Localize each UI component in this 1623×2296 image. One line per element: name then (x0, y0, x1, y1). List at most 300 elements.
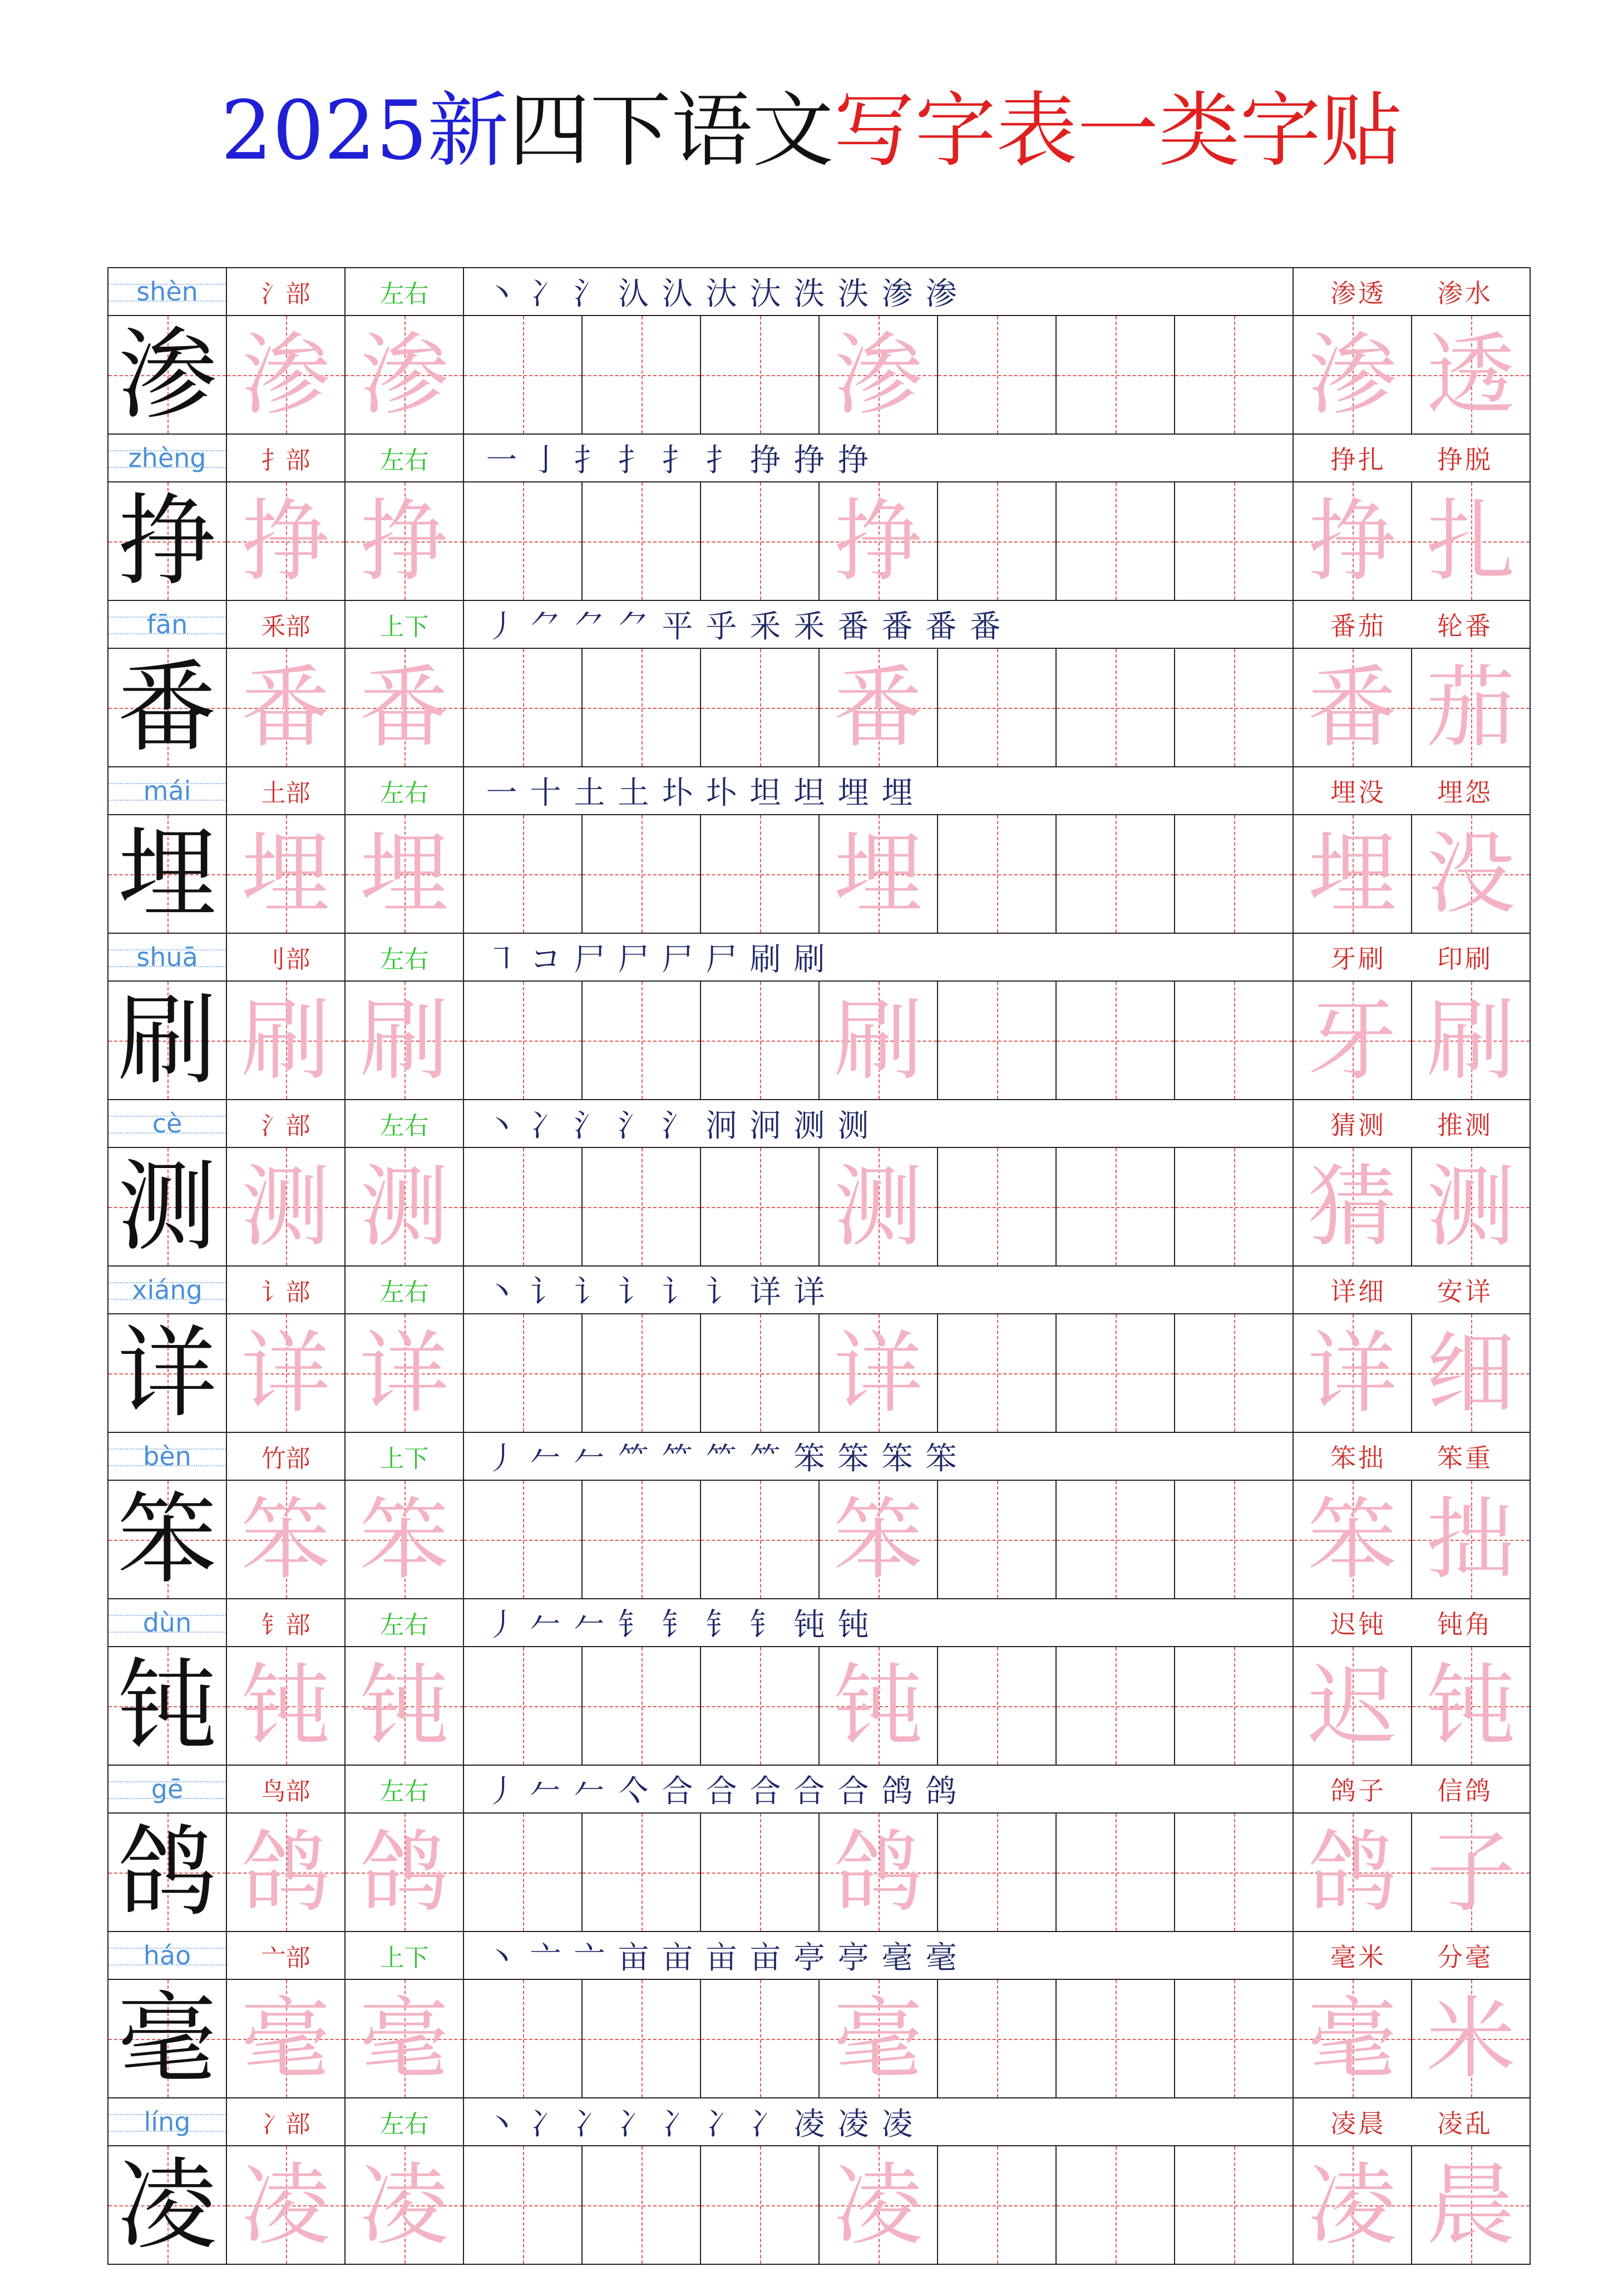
writing-cell (1175, 1314, 1294, 1432)
stroke-step: ⺮ (706, 1441, 737, 1477)
trace-word-char: 渗 (1308, 322, 1397, 427)
row-writing (108, 982, 1531, 1100)
radical-cell (227, 2098, 346, 2145)
writing-cell (227, 1647, 346, 1765)
writing-cell (464, 1980, 583, 2097)
stroke-order-cell (464, 1599, 1294, 1646)
writing-cell (464, 982, 583, 1099)
word-2: 推测 (1437, 1110, 1493, 1140)
word-2: 信鸽 (1437, 1776, 1493, 1806)
writing-cell (938, 1148, 1057, 1265)
words-cell (1294, 601, 1531, 648)
radical-text: 刂部 (261, 945, 310, 974)
writing-cell (1057, 1314, 1175, 1432)
writing-cell (938, 1647, 1057, 1765)
writing-cell (1294, 1481, 1412, 1598)
radical-text: 竹部 (261, 1445, 310, 1473)
pinyin-text: mái (143, 776, 191, 806)
writing-cell (583, 815, 701, 933)
trace-char: 鸽 (359, 1820, 449, 1924)
writing-cell (1175, 649, 1294, 766)
structure-cell (346, 767, 464, 814)
writing-cell (1294, 649, 1412, 766)
title-part-black: 四下语文 (509, 83, 834, 178)
words-cell (1294, 1932, 1531, 1979)
writing-cell (701, 815, 820, 933)
row-writing (108, 815, 1531, 934)
stroke-order-cell (464, 435, 1294, 481)
model-char: 挣 (117, 483, 217, 599)
trace-char: 刷 (359, 988, 449, 1092)
words-cell (1294, 1267, 1531, 1313)
row-header (108, 1100, 1531, 1148)
pinyin-cell (108, 1932, 227, 1979)
stroke-step: 讠 (574, 1274, 605, 1310)
stroke-step: 氵 (662, 1108, 693, 1144)
stroke-step: 合 (662, 1773, 693, 1810)
stroke-step: ⺮ (662, 1441, 693, 1477)
writing-cell (1175, 1481, 1294, 1598)
stroke-step: 亩 (706, 1940, 737, 1976)
writing-cell (820, 316, 938, 433)
stroke-step: 详 (749, 1274, 781, 1310)
trace-word-char: 钝 (1426, 1653, 1516, 1758)
writing-cell (1057, 1814, 1175, 1931)
stroke-step: 埋 (881, 775, 913, 811)
writing-cell (227, 815, 346, 933)
trace-char: 详 (833, 1321, 923, 1425)
pinyin-cell (108, 767, 227, 814)
writing-cell (1057, 1481, 1175, 1598)
pinyin-text: shèn (136, 277, 198, 307)
writing-cell (1057, 2146, 1175, 2264)
row-writing (108, 1481, 1531, 1599)
trace-word-char: 鸽 (1308, 1820, 1397, 1924)
writing-cell (1294, 815, 1412, 933)
word-2: 印刷 (1437, 944, 1493, 974)
words-cell (1294, 934, 1531, 981)
model-char: 钝 (117, 1648, 217, 1763)
structure-text: 左右 (379, 446, 429, 475)
writing-cell (820, 1647, 938, 1765)
writing-cell (1057, 649, 1175, 766)
writing-cell (1294, 482, 1412, 600)
stroke-step: 凌 (881, 2106, 913, 2142)
model-char-cell (108, 1647, 227, 1765)
stroke-step: 泂 (706, 1108, 737, 1144)
trace-char: 钝 (833, 1653, 923, 1758)
stroke-step: 钅 (618, 1607, 649, 1643)
row-writing (108, 1148, 1531, 1267)
stroke-step: 亩 (618, 1940, 649, 1976)
stroke-step: 冫 (706, 2106, 737, 2142)
stroke-step: 丶 (486, 2106, 517, 2142)
model-char-cell (108, 316, 227, 433)
writing-cell (227, 2146, 346, 2264)
trace-word-char: 晨 (1426, 2152, 1516, 2257)
stroke-step: 尸 (574, 942, 605, 978)
radical-cell (227, 601, 346, 648)
writing-cell (227, 982, 346, 1099)
writing-cell (227, 1314, 346, 1432)
stroke-step: 十 (530, 775, 561, 811)
trace-word-char: 迟 (1308, 1653, 1397, 1758)
stroke-step: 挣 (837, 442, 869, 479)
trace-word-char: 没 (1426, 821, 1516, 926)
pinyin-cell (108, 934, 227, 981)
writing-cell (346, 1814, 464, 1931)
writing-cell (938, 316, 1057, 433)
model-char: 详 (117, 1315, 217, 1431)
writing-cell (938, 1814, 1057, 1931)
row-writing (108, 482, 1531, 601)
structure-text: 左右 (379, 1112, 429, 1140)
writing-cell (938, 982, 1057, 1099)
trace-char: 渗 (833, 322, 923, 427)
stroke-step: 坦 (749, 775, 781, 811)
writing-cell (701, 1814, 820, 1931)
trace-word-char: 茄 (1426, 655, 1516, 760)
stroke-step: 冫 (662, 2106, 693, 2142)
writing-cell (820, 2146, 938, 2264)
word-1: 牙刷 (1330, 944, 1386, 974)
word-2: 渗水 (1437, 278, 1493, 308)
trace-char: 埋 (359, 821, 449, 926)
stroke-step: 丶 (486, 276, 517, 312)
writing-cell (820, 982, 938, 1099)
word-2: 凌乱 (1437, 2108, 1493, 2139)
writing-cell (1294, 1980, 1412, 2097)
trace-word-char: 透 (1426, 322, 1516, 427)
stroke-step: 番 (925, 609, 957, 645)
stroke-step: 鸽 (925, 1773, 957, 1810)
stroke-step: 𠂉 (574, 1441, 605, 1477)
writing-cell (583, 649, 701, 766)
row-header (108, 2098, 1531, 2146)
radical-cell (227, 1100, 346, 1147)
radical-cell (227, 268, 346, 315)
writing-cell (1175, 316, 1294, 433)
stroke-step: 钅 (662, 1607, 693, 1643)
radical-cell (227, 1766, 346, 1812)
writing-cell (938, 482, 1057, 600)
trace-word-char: 挣 (1308, 489, 1397, 593)
word-1: 埋没 (1330, 777, 1386, 807)
stroke-step: 渗 (881, 276, 913, 312)
trace-char: 挣 (359, 489, 449, 593)
writing-cell (227, 1148, 346, 1265)
writing-cell (820, 1314, 938, 1432)
trace-char: 钝 (359, 1653, 449, 1758)
trace-char: 笨 (241, 1487, 330, 1592)
trace-word-char: 拙 (1426, 1487, 1516, 1592)
model-char-cell (108, 2146, 227, 2264)
stroke-step: 毫 (881, 1940, 913, 1976)
stroke-step: 亠 (574, 1940, 605, 1976)
pinyin-cell (108, 2098, 227, 2145)
row-header (108, 601, 1531, 649)
writing-cell (701, 1647, 820, 1765)
stroke-step: 刷 (749, 942, 781, 978)
stroke-step: 汄 (618, 276, 649, 312)
pinyin-text: zhèng (128, 443, 206, 473)
trace-char: 鸽 (241, 1820, 330, 1924)
trace-char: 番 (359, 655, 449, 760)
structure-text: 左右 (379, 779, 429, 807)
trace-word-char: 凌 (1308, 2152, 1397, 2257)
stroke-step: 讠 (618, 1274, 649, 1310)
stroke-step: 合 (749, 1773, 781, 1810)
writing-cell (583, 1314, 701, 1432)
word-2: 笨重 (1437, 1443, 1493, 1473)
words-cell (1294, 1599, 1531, 1646)
stroke-step: 丿 (486, 1773, 517, 1810)
stroke-step: ⺮ (749, 1441, 781, 1477)
pinyin-cell (108, 435, 227, 481)
model-char-cell (108, 1980, 227, 2097)
writing-cell (227, 1814, 346, 1931)
words-cell (1294, 1766, 1531, 1812)
stroke-order-cell (464, 601, 1294, 648)
stroke-step: 一 (486, 775, 517, 811)
writing-cell (346, 1481, 464, 1598)
stroke-step: 𠂉 (574, 1773, 605, 1810)
word-1: 猜测 (1330, 1110, 1386, 1140)
stroke-step: 钅 (706, 1607, 737, 1643)
words-cell (1294, 2098, 1531, 2145)
stroke-step: 笨 (837, 1441, 869, 1477)
stroke-step: 丶 (486, 1108, 517, 1144)
writing-cell (701, 1980, 820, 2097)
stroke-step: 刷 (793, 942, 825, 978)
writing-cell (820, 482, 938, 600)
writing-cell (1294, 1314, 1412, 1432)
stroke-step: 圤 (662, 775, 693, 811)
stroke-step: 凌 (837, 2106, 869, 2142)
writing-cell (1412, 1148, 1531, 1265)
trace-word-char: 刷 (1426, 988, 1516, 1092)
pinyin-cell (108, 1599, 227, 1646)
writing-cell (464, 2146, 583, 2264)
pinyin-text: líng (144, 2107, 191, 2137)
radical-text: 冫部 (261, 2110, 310, 2139)
writing-cell (1057, 482, 1175, 600)
word-1: 凌晨 (1330, 2108, 1386, 2139)
pinyin-cell (108, 1100, 227, 1147)
writing-cell (1412, 1481, 1531, 1598)
model-char: 番 (117, 649, 217, 765)
stroke-step: 钝 (837, 1607, 869, 1643)
writing-cell (1294, 1647, 1412, 1765)
model-char: 埋 (117, 816, 217, 932)
stroke-step: 番 (969, 609, 1001, 645)
structure-cell (346, 1599, 464, 1646)
writing-cell (464, 316, 583, 433)
structure-cell (346, 934, 464, 981)
model-char-cell (108, 815, 227, 933)
pinyin-cell (108, 1433, 227, 1480)
radical-text: 土部 (261, 779, 310, 807)
row-writing (108, 1814, 1531, 1932)
row-header (108, 767, 1531, 815)
writing-cell (1175, 1647, 1294, 1765)
trace-char: 详 (241, 1321, 330, 1425)
radical-cell (227, 767, 346, 814)
stroke-step: 埋 (837, 775, 869, 811)
stroke-step: 冫 (574, 2106, 605, 2142)
trace-char: 番 (241, 655, 330, 760)
trace-char: 渗 (241, 322, 330, 427)
stroke-step: 泂 (749, 1108, 781, 1144)
trace-word-char: 子 (1426, 1820, 1516, 1924)
writing-cell (346, 1148, 464, 1265)
page-title (0, 83, 1623, 178)
radical-cell (227, 1932, 346, 1979)
radical-cell (227, 1599, 346, 1646)
pinyin-text: dùn (142, 1608, 192, 1638)
writing-cell (227, 1481, 346, 1598)
model-char: 笨 (117, 1481, 217, 1597)
word-1: 迟钝 (1330, 1609, 1386, 1639)
structure-text: 左右 (379, 945, 429, 974)
writing-cell (701, 1148, 820, 1265)
writing-cell (346, 815, 464, 933)
stroke-step: 釆 (793, 609, 825, 645)
pinyin-text: gē (151, 1774, 184, 1804)
row-header (108, 435, 1531, 482)
trace-char: 毫 (241, 1986, 330, 2091)
writing-cell (583, 1148, 701, 1265)
row-writing (108, 1314, 1531, 1433)
trace-word-char: 米 (1426, 1986, 1516, 2091)
stroke-order-cell (464, 2098, 1294, 2145)
writing-cell (938, 1481, 1057, 1598)
writing-cell (1175, 1814, 1294, 1931)
writing-cell (227, 649, 346, 766)
writing-cell (820, 1980, 938, 2097)
writing-cell (346, 1980, 464, 2097)
stroke-step: 合 (706, 1773, 737, 1810)
writing-cell (1412, 1980, 1531, 2097)
radical-text: 钅部 (261, 1611, 310, 1639)
writing-cell (1175, 1980, 1294, 2097)
stroke-step: 尸 (618, 942, 649, 978)
writing-cell (227, 482, 346, 600)
stroke-step: 挣 (749, 442, 781, 479)
writing-cell (1175, 1148, 1294, 1265)
writing-cell (346, 649, 464, 766)
radical-text: 讠部 (261, 1278, 310, 1307)
structure-cell (346, 1932, 464, 1979)
trace-char: 刷 (241, 988, 330, 1092)
row-header (108, 1433, 1531, 1481)
row-header (108, 1599, 1531, 1647)
writing-cell (1057, 1148, 1175, 1265)
writing-cell (701, 982, 820, 1099)
trace-char: 埋 (241, 821, 330, 926)
writing-cell (1057, 1980, 1175, 2097)
writing-cell (1294, 316, 1412, 433)
trace-char: 番 (833, 655, 923, 760)
stroke-step: 鸽 (881, 1773, 913, 1810)
stroke-step: 测 (793, 1108, 825, 1144)
stroke-step: 丶 (486, 1274, 517, 1310)
stroke-step: 合 (793, 1773, 825, 1810)
radical-text: 亠部 (261, 1944, 310, 1972)
word-2: 埋怨 (1437, 777, 1493, 807)
model-char: 鸽 (117, 1814, 217, 1930)
trace-word-char: 埋 (1308, 821, 1397, 926)
writing-cell (464, 1814, 583, 1931)
writing-cell (1412, 482, 1531, 600)
writing-cell (701, 482, 820, 600)
words-cell (1294, 435, 1531, 481)
trace-word-char: 笨 (1308, 1487, 1397, 1592)
trace-word-char: 扎 (1426, 489, 1516, 593)
writing-cell (583, 1647, 701, 1765)
writing-cell (1057, 815, 1175, 933)
row-header (108, 1932, 1531, 1980)
row-header (108, 934, 1531, 982)
trace-word-char: 牙 (1308, 988, 1397, 1092)
stroke-step: 亩 (749, 1940, 781, 1976)
stroke-step: 番 (881, 609, 913, 645)
row-header (108, 268, 1531, 316)
radical-text: 氵部 (261, 280, 310, 308)
pinyin-cell (108, 1766, 227, 1812)
writing-cell (820, 1814, 938, 1931)
writing-cell (701, 2146, 820, 2264)
writing-cell (227, 316, 346, 433)
writing-cell (346, 2146, 464, 2264)
structure-cell (346, 435, 464, 481)
writing-cell (701, 649, 820, 766)
writing-cell (1175, 982, 1294, 1099)
stroke-step: 圤 (706, 775, 737, 811)
structure-text: 上下 (379, 613, 429, 641)
stroke-step: 汄 (662, 276, 693, 312)
pinyin-text: xiáng (132, 1275, 203, 1305)
stroke-order-cell (464, 1932, 1294, 1979)
trace-word-char: 细 (1426, 1321, 1516, 1425)
writing-cell (346, 982, 464, 1099)
stroke-step: ⺮ (618, 1441, 649, 1477)
writing-cell (464, 1148, 583, 1265)
stroke-step: 冫 (618, 2106, 649, 2142)
writing-cell (583, 2146, 701, 2264)
stroke-step: 丶 (486, 1940, 517, 1976)
writing-cell (1412, 982, 1531, 1099)
trace-char: 测 (833, 1154, 923, 1259)
structure-text: 上下 (379, 1944, 429, 1972)
word-1: 笨拙 (1330, 1443, 1386, 1473)
stroke-step: 坦 (793, 775, 825, 811)
stroke-step: 笨 (793, 1441, 825, 1477)
stroke-step: 亽 (618, 1773, 649, 1810)
stroke-step: 一 (486, 442, 517, 479)
stroke-order-cell (464, 934, 1294, 981)
model-char-cell (108, 649, 227, 766)
stroke-step: 挣 (793, 442, 825, 479)
radical-text: 氵部 (261, 1112, 310, 1140)
trace-char: 刷 (833, 988, 923, 1092)
structure-text: 左右 (379, 2110, 429, 2139)
radical-cell (227, 1267, 346, 1313)
stroke-step: 亅 (530, 442, 561, 479)
trace-char: 埋 (833, 821, 923, 926)
trace-char: 凌 (241, 2152, 330, 2257)
stroke-step: 亩 (662, 1940, 693, 1976)
